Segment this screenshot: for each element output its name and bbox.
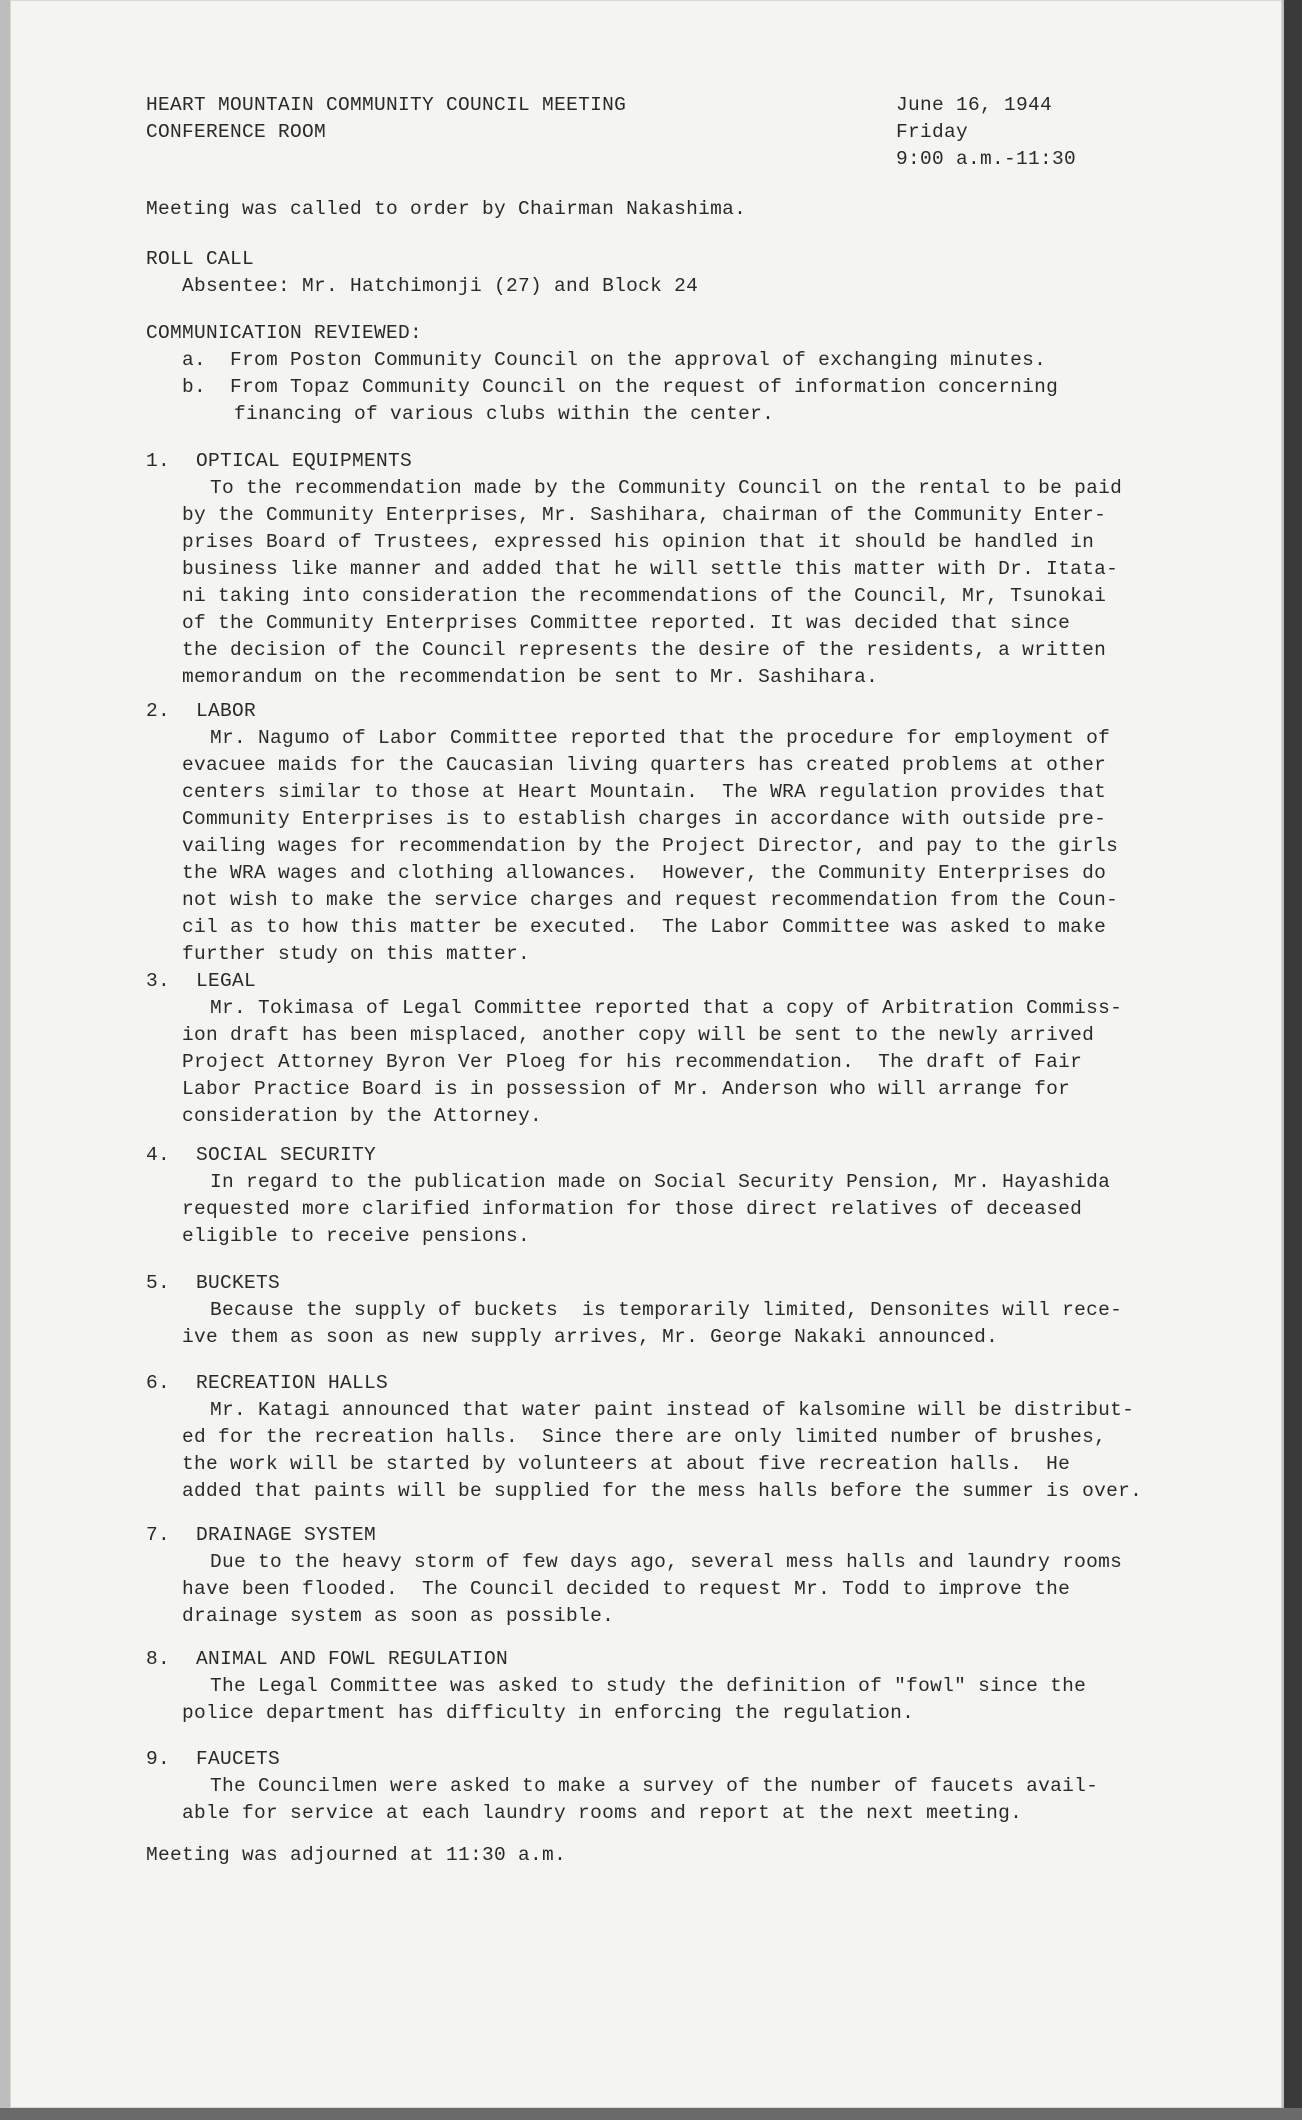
- roll-call-section: [146, 246, 698, 300]
- closing-text: Meeting was adjourned at 11:30 a.m.: [146, 1844, 567, 1866]
- opening-paragraph: [146, 196, 746, 223]
- section-body-line: memorandum on the recommendation be sent to Mr. Sashihara.: [182, 666, 879, 688]
- section-2: [146, 698, 1118, 968]
- meeting-time: 9:00 a.m.-11:30: [896, 148, 1077, 170]
- section-heading: [146, 1522, 1122, 1549]
- document-title: HEART MOUNTAIN COMMUNITY COUNCIL MEETING: [146, 94, 627, 116]
- section-number: 7.: [146, 1524, 171, 1546]
- scan-edge-right: [1284, 0, 1302, 2120]
- section-heading: [146, 1646, 1086, 1673]
- section-7: [146, 1522, 1122, 1630]
- section-body-line: drainage system as soon as possible.: [182, 1605, 615, 1627]
- section-heading: [146, 1370, 1142, 1397]
- section-title: SOCIAL SECURITY: [196, 1144, 377, 1166]
- meeting-date: June 16, 1944: [896, 94, 1053, 116]
- section-body-line: added that paints will be supplied for the mess halls before the summer is over.: [182, 1480, 1143, 1502]
- section-body-line: ni taking into consideration the recommendations of the Council, Mr, Tsunokai: [182, 585, 1107, 607]
- section-body-line: able for service at each laundry rooms and report at the next meeting.: [182, 1802, 1023, 1824]
- section-body-line: ed for the recreation halls. Since there are only limited number of brushes,: [182, 1426, 1107, 1448]
- document-location: CONFERENCE ROOM: [146, 121, 327, 143]
- section-body-line: further study on this matter.: [182, 943, 531, 965]
- communication-item: [146, 347, 1058, 374]
- section-number: 6.: [146, 1372, 171, 1394]
- section-body-line: the WRA wages and clothing allowances. However, the Community Enterprises do: [182, 862, 1107, 884]
- section-3: [146, 968, 1122, 1130]
- opening-text: Meeting was called to order by Chairman Nakashima.: [146, 198, 747, 220]
- section-heading: [146, 1270, 1122, 1297]
- item-marker: a.: [182, 349, 207, 371]
- section-title: OPTICAL EQUIPMENTS: [196, 450, 413, 472]
- section-body-line: have been flooded. The Council decided to request Mr. Todd to improve the: [182, 1578, 1071, 1600]
- section-number: 8.: [146, 1648, 171, 1670]
- section-body-line: Mr. Katagi announced that water paint instead of kalsomine will be distribut-: [210, 1399, 1135, 1421]
- item-marker: b.: [182, 376, 207, 398]
- section-body-line: business like manner and added that he will settle this matter with Dr. Itata-: [182, 558, 1119, 580]
- item-text: From Poston Community Council on the approval of exchanging minutes.: [230, 349, 1047, 371]
- section-body-line: Due to the heavy storm of few days ago, several mess halls and laundry rooms: [210, 1551, 1123, 1573]
- section-body-line: Mr. Tokimasa of Legal Committee reported that a copy of Arbitration Commiss-: [210, 997, 1123, 1019]
- section-body-line: Mr. Nagumo of Labor Committee reported that the procedure for employment of: [210, 727, 1111, 749]
- document-header-left: [146, 92, 626, 146]
- section-9: [146, 1746, 1098, 1827]
- section-body-line: by the Community Enterprises, Mr. Sashihara, chairman of the Community Enter-: [182, 504, 1107, 526]
- scan-edge-bottom: [0, 2108, 1302, 2120]
- section-5: [146, 1270, 1122, 1351]
- section-title: DRAINAGE SYSTEM: [196, 1524, 377, 1546]
- section-heading: [146, 1746, 1098, 1773]
- section-body-line: of the Community Enterprises Committee reported. It was decided that since: [182, 612, 1071, 634]
- section-number: 2.: [146, 700, 171, 722]
- section-title: FAUCETS: [196, 1748, 281, 1770]
- meeting-day: Friday: [896, 121, 969, 143]
- section-body-line: centers similar to those at Heart Mountain. The WRA regulation provides that: [182, 781, 1107, 803]
- section-title: ANIMAL AND FOWL REGULATION: [196, 1648, 509, 1670]
- section-title: LEGAL: [196, 970, 257, 992]
- section-body-line: ive them as soon as new supply arrives, Mr. George Nakaki announced.: [182, 1326, 999, 1348]
- closing-paragraph: [146, 1842, 566, 1869]
- section-heading: [146, 698, 1118, 725]
- communication-section: [146, 320, 1058, 428]
- section-body-line: Labor Practice Board is in possession of Mr. Anderson who will arrange for: [182, 1078, 1071, 1100]
- roll-call-heading: ROLL CALL: [146, 248, 255, 270]
- section-1: [146, 448, 1122, 691]
- section-heading: [146, 968, 1122, 995]
- section-heading: [146, 448, 1122, 475]
- section-8: [146, 1646, 1086, 1727]
- section-body-line: the work will be started by volunteers at about five recreation halls. He: [182, 1453, 1071, 1475]
- section-title: RECREATION HALLS: [196, 1372, 389, 1394]
- section-body-line: eligible to receive pensions.: [182, 1225, 531, 1247]
- section-body-line: The Legal Committee was asked to study the definition of "fowl" since the: [210, 1675, 1087, 1697]
- communication-item: [146, 374, 1058, 401]
- section-body-line: To the recommendation made by the Community Council on the rental to be paid: [210, 477, 1123, 499]
- section-number: 1.: [146, 450, 171, 472]
- section-body-line: consideration by the Attorney.: [182, 1105, 543, 1127]
- communication-item-continuation: financing of various clubs within the center.: [234, 403, 775, 425]
- section-number: 3.: [146, 970, 171, 992]
- section-number: 5.: [146, 1272, 171, 1294]
- item-text: From Topaz Community Council on the request of information concerning: [230, 376, 1059, 398]
- document-header-right: [896, 92, 1076, 173]
- roll-call-absentee: Absentee: Mr. Hatchimonji (27) and Block 24: [182, 275, 699, 297]
- section-body-line: prises Board of Trustees, expressed his opinion that it should be handled in: [182, 531, 1095, 553]
- section-body-line: Because the supply of buckets is temporarily limited, Densonites will rece-: [210, 1299, 1123, 1321]
- section-title: LABOR: [196, 700, 257, 722]
- section-body-line: Project Attorney Byron Ver Ploeg for his recommendation. The draft of Fair: [182, 1051, 1083, 1073]
- section-body-line: ion draft has been misplaced, another copy will be sent to the newly arrived: [182, 1024, 1095, 1046]
- section-4: [146, 1142, 1110, 1250]
- section-6: [146, 1370, 1142, 1505]
- section-number: 4.: [146, 1144, 171, 1166]
- section-body-line: The Councilmen were asked to make a survey of the number of faucets avail-: [210, 1775, 1099, 1797]
- section-body-line: In regard to the publication made on Social Security Pension, Mr. Hayashida: [210, 1171, 1111, 1193]
- section-title: BUCKETS: [196, 1272, 281, 1294]
- section-heading: [146, 1142, 1110, 1169]
- section-body-line: vailing wages for recommendation by the Project Director, and pay to the girls: [182, 835, 1119, 857]
- communication-heading: COMMUNICATION REVIEWED:: [146, 322, 423, 344]
- section-body-line: not wish to make the service charges and request recommendation from the Coun-: [182, 889, 1119, 911]
- section-body-line: evacuee maids for the Caucasian living quarters has created problems at other: [182, 754, 1107, 776]
- section-number: 9.: [146, 1748, 171, 1770]
- section-body-line: the decision of the Council represents the desire of the residents, a written: [182, 639, 1107, 661]
- section-body-line: police department has difficulty in enforcing the regulation.: [182, 1702, 915, 1724]
- section-body-line: cil as to how this matter be executed. The Labor Committee was asked to make: [182, 916, 1107, 938]
- section-body-line: Community Enterprises is to establish charges in accordance with outside pre-: [182, 808, 1107, 830]
- section-body-line: requested more clarified information for those direct relatives of deceased: [182, 1198, 1083, 1220]
